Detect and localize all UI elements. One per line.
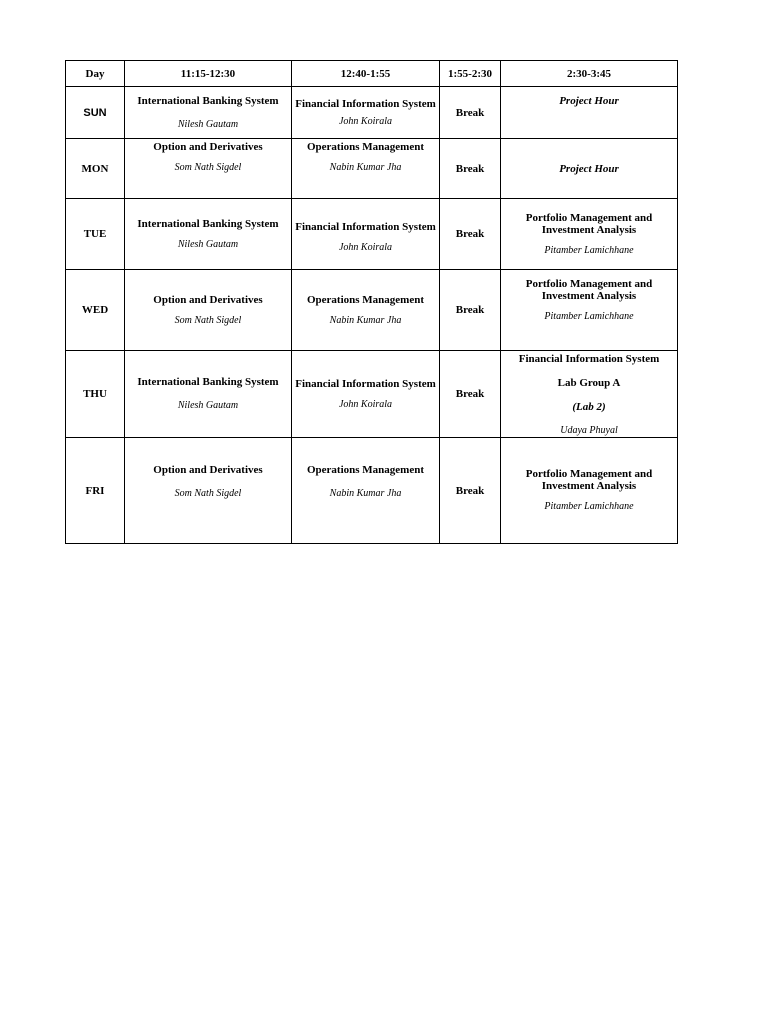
header-period-1: 11:15-12:30	[125, 61, 292, 87]
teacher-name: Pitamber Lamichhane	[544, 244, 634, 256]
class-cell	[125, 351, 292, 438]
teacher-name: Nilesh Gautam	[177, 118, 239, 130]
day-cell: THU	[66, 351, 125, 438]
break-cell: Break	[440, 87, 501, 139]
subject-name: International Banking System	[137, 94, 279, 107]
teacher-name: Som Nath Sigdel	[174, 314, 242, 326]
class-cell	[292, 438, 440, 544]
class-cell	[501, 438, 678, 544]
subject-name: Project Hour	[559, 162, 619, 175]
break-cell: Break	[440, 199, 501, 270]
class-cell	[292, 199, 440, 270]
row-thu	[66, 351, 678, 438]
teacher-name: Pitamber Lamichhane	[544, 501, 634, 512]
class-cell	[125, 270, 292, 351]
teacher-name: Som Nath Sigdel	[174, 488, 242, 499]
header-row	[66, 61, 678, 87]
timetable	[65, 60, 678, 544]
class-cell	[501, 87, 678, 139]
lab-group: Lab Group A	[557, 377, 621, 389]
header-day: Day	[66, 61, 125, 87]
class-cell	[125, 438, 292, 544]
row-tue	[66, 199, 678, 270]
header-period-2: 12:40-1:55	[292, 61, 440, 87]
class-cell	[125, 139, 292, 199]
row-fri	[66, 438, 678, 544]
class-cell	[292, 87, 440, 139]
subject-name: Project Hour	[559, 95, 619, 107]
day-cell: MON	[66, 139, 125, 199]
subject-name: Operations Management	[306, 293, 424, 306]
row-mon	[66, 139, 678, 199]
teacher-name: John Koirala	[338, 241, 393, 253]
break-cell: Break	[440, 351, 501, 438]
subject-name: Operations Management	[306, 464, 424, 476]
subject-name: Option and Derivatives	[153, 293, 263, 306]
class-cell	[125, 199, 292, 270]
teacher-name: Nabin Kumar Jha	[329, 314, 402, 326]
subject-name: Portfolio Management and Investment Analysis	[525, 278, 653, 302]
class-cell	[125, 87, 292, 139]
day-cell: TUE	[66, 199, 125, 270]
header-period-4: 2:30-3:45	[501, 61, 678, 87]
teacher-name: Som Nath Sigdel	[174, 162, 242, 173]
subject-name: Financial Information System	[518, 353, 660, 365]
teacher-name: Nilesh Gautam	[177, 400, 239, 411]
subject-name: International Banking System	[137, 376, 279, 388]
teacher-name: John Koirala	[338, 398, 393, 410]
class-cell	[292, 270, 440, 351]
row-sun	[66, 87, 678, 139]
class-cell	[501, 139, 678, 199]
day-cell: FRI	[66, 438, 125, 544]
class-cell	[501, 199, 678, 270]
teacher-name: John Koirala	[338, 115, 393, 127]
subject-name: Portfolio Management and Investment Analysis	[525, 468, 653, 492]
row-wed	[66, 270, 678, 351]
teacher-name: Nabin Kumar Jha	[329, 162, 402, 173]
day-cell: WED	[66, 270, 125, 351]
subject-name: Operations Management	[306, 141, 424, 153]
teacher-name: Nabin Kumar Jha	[329, 488, 402, 499]
break-cell: Break	[440, 270, 501, 351]
subject-name: Portfolio Management and Investment Analysis	[525, 211, 653, 236]
subject-name: Option and Derivatives	[153, 464, 263, 476]
class-cell	[292, 139, 440, 199]
teacher-name: Nilesh Gautam	[177, 238, 239, 250]
class-cell	[501, 351, 678, 438]
class-cell	[292, 351, 440, 438]
subject-name: Financial Information System	[295, 220, 436, 233]
break-cell: Break	[440, 438, 501, 544]
lab-room: (Lab 2)	[572, 401, 606, 413]
class-cell	[501, 270, 678, 351]
teacher-name: Pitamber Lamichhane	[544, 311, 634, 322]
subject-name: Option and Derivatives	[153, 141, 263, 153]
subject-name: Financial Information System	[295, 97, 436, 110]
teacher-name: Udaya Phuyal	[560, 425, 618, 436]
header-period-3: 1:55-2:30	[440, 61, 501, 87]
subject-name: Financial Information System	[295, 377, 436, 390]
day-cell: SUN	[66, 87, 125, 139]
break-cell: Break	[440, 139, 501, 199]
subject-name: International Banking System	[137, 217, 279, 230]
